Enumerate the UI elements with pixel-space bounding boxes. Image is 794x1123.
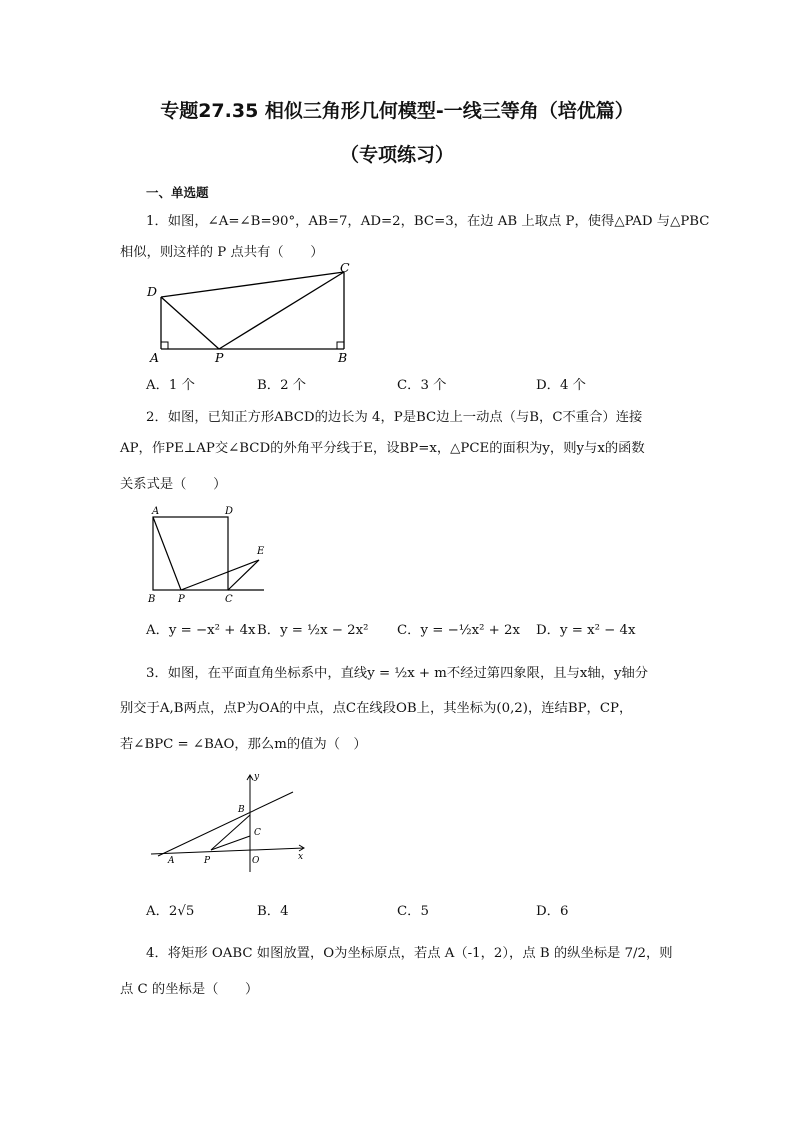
q2-text-line1: 2．如图，已知正方形ABCD的边长为 4，P是BC边上一动点（与B，C不重合）连接 xyxy=(146,410,643,425)
q1-right-angle-a xyxy=(161,342,168,349)
q1-figure xyxy=(140,258,370,368)
q3-label-c: C xyxy=(254,828,261,838)
q3-segment-pc xyxy=(211,836,250,850)
q2-option-c[interactable]: C．y = −½x² + 2x xyxy=(397,623,520,638)
q4-text-line2: 点 C 的坐标是（ ） xyxy=(120,982,259,997)
q1-segment-dp xyxy=(161,297,219,349)
q4-text-line1: 4．将矩形 OABC 如图放置，O为坐标原点，若点 A（-1，2），点 B 的纵坐标是 7/2，则 xyxy=(146,946,673,961)
q2-label-b: B xyxy=(148,594,156,605)
q3-segment-pb xyxy=(211,815,250,850)
q2-segment-ce xyxy=(228,560,259,590)
q2-square-abcd xyxy=(153,517,228,590)
q3-text-line1: 3．如图，在平面直角坐标系中，直线y = ½x + m不经过第四象限，且与x轴，y轴分 xyxy=(146,666,649,681)
q1-label-d: D xyxy=(147,284,158,299)
q2-option-d[interactable]: D．y = x² − 4x xyxy=(536,623,636,638)
q1-segment-pc xyxy=(219,272,344,349)
q2-option-a[interactable]: A．y = −x² + 4x xyxy=(146,623,256,638)
q3-label-y: y xyxy=(254,772,260,782)
q2-label-p: P xyxy=(178,594,185,605)
q1-option-b[interactable]: B．2 个 xyxy=(257,378,307,393)
q2-option-b[interactable]: B．y = ½x − 2x² xyxy=(257,623,369,638)
q3-text-line2: 别交于A,B两点，点P为OA的中点，点C在线段OB上，其坐标为(0,2)，连结BP，CP， xyxy=(120,701,633,716)
q2-label-d: D xyxy=(225,506,234,517)
q2-figure xyxy=(140,502,280,607)
q3-label-o: O xyxy=(252,856,260,866)
document-title: 专题27.35 相似三角形几何模型-一线三等角（培优篇） xyxy=(160,100,634,122)
q2-text-line2: AP，作PE⊥AP交∠BCD的外角平分线于E，设BP=x，△PCE的面积为y，则y与x的函数 xyxy=(120,441,645,456)
q1-right-angle-b xyxy=(337,342,344,349)
q1-label-p: P xyxy=(215,350,224,365)
q3-option-a[interactable]: A．2√5 xyxy=(146,904,195,919)
q2-segment-ap xyxy=(153,517,181,590)
q3-label-a: A xyxy=(168,856,175,866)
q2-segment-pe xyxy=(181,560,259,590)
q2-label-a: A xyxy=(152,506,160,517)
q3-label-p: P xyxy=(204,856,211,866)
q3-option-d[interactable]: D．6 xyxy=(536,904,569,919)
q3-option-c[interactable]: C．5 xyxy=(397,904,429,919)
q3-text-line3: 若∠BPC = ∠BAO，那么m的值为（ ） xyxy=(120,737,367,752)
q2-label-e: E xyxy=(257,546,265,557)
q3-label-b: B xyxy=(238,805,245,815)
q1-text-line2: 相似，则这样的 P 点共有（ ） xyxy=(120,245,324,260)
q3-line-ab xyxy=(158,792,293,856)
q2-text-line3: 关系式是（ ） xyxy=(120,477,227,492)
q1-option-d[interactable]: D．4 个 xyxy=(536,378,586,393)
q3-option-b[interactable]: B．4 xyxy=(257,904,289,919)
document-subtitle: （专项练习） xyxy=(339,144,454,166)
q1-label-b: B xyxy=(338,350,348,365)
q1-option-a[interactable]: A．1 个 xyxy=(146,378,195,393)
q1-segment-dc xyxy=(161,272,344,297)
q1-text-line1: 1．如图，∠A=∠B=90°，AB=7，AD=2，BC=3，在边 AB 上取点 P，使得△PAD 与△PBC xyxy=(146,214,710,229)
q1-label-a: A xyxy=(150,350,160,365)
q3-figure xyxy=(146,770,316,880)
section-heading: 一、单选题 xyxy=(146,185,209,200)
q1-option-c[interactable]: C．3 个 xyxy=(397,378,447,393)
q2-label-c: C xyxy=(225,594,233,605)
q1-label-c: C xyxy=(340,260,350,275)
q3-label-x: x xyxy=(298,852,304,862)
